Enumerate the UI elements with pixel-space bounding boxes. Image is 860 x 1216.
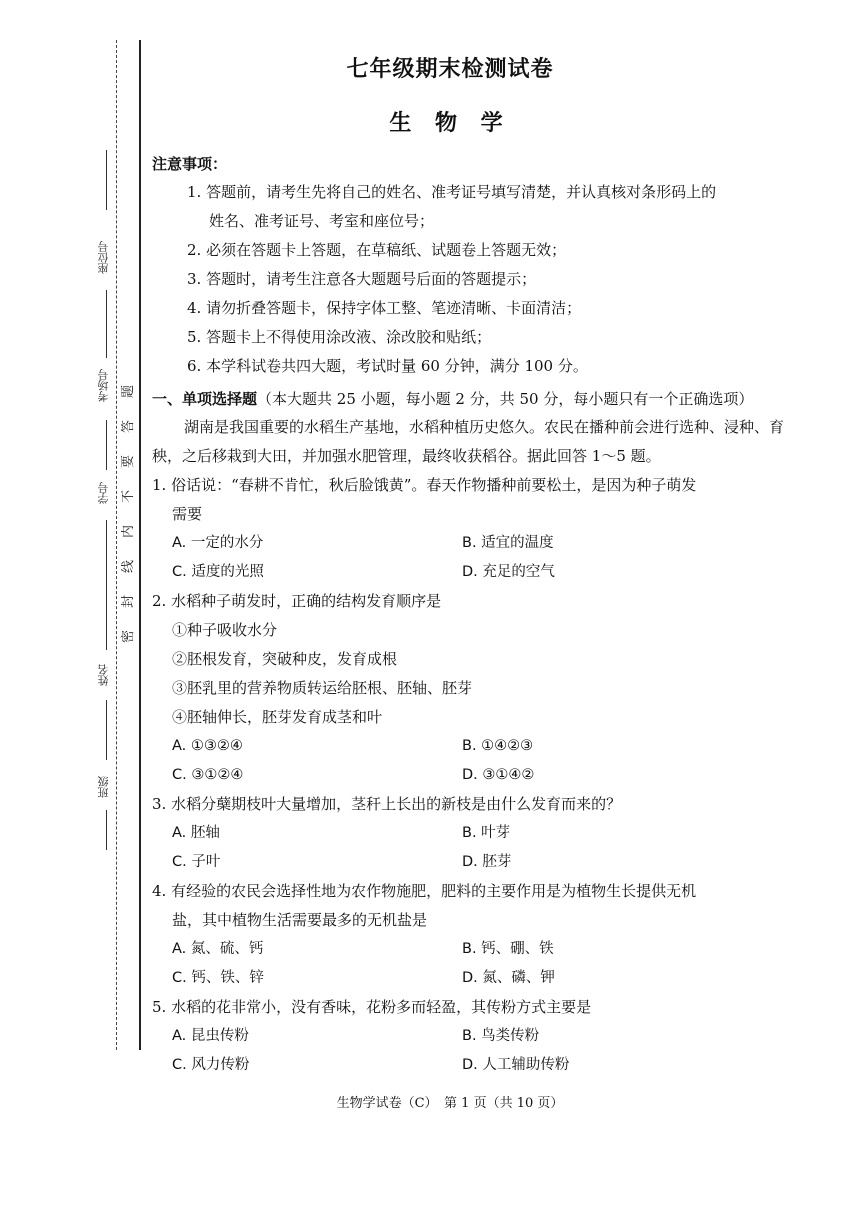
option: A. 昆虫传粉 bbox=[172, 1028, 249, 1044]
subject-title: 生 物 学 bbox=[389, 110, 511, 136]
seal-char: 内 bbox=[121, 524, 137, 539]
options bbox=[152, 1022, 792, 1080]
question bbox=[152, 587, 792, 790]
field-line bbox=[106, 700, 107, 760]
seal-text bbox=[122, 385, 136, 643]
options bbox=[152, 935, 792, 993]
option: A. 一定的水分 bbox=[172, 535, 264, 551]
section-intro: 湖南是我国重要的水稻生产基地，水稻种植历史悠久。农民在播种前会进行选种、浸种、育秧，之后移栽到大田，并加强水肥管理，最终收获稻谷。据此回答 1～5 题。 bbox=[152, 418, 785, 465]
notice-text-cont: 姓名、准考证号、考室和座位号； bbox=[209, 212, 435, 230]
seal-char: 题 bbox=[121, 384, 137, 399]
page-footer: 生物学试卷（C） 第 1 页（共 10 页） bbox=[336, 1096, 564, 1111]
seal-char: 线 bbox=[121, 559, 137, 574]
binding-solid-line bbox=[139, 40, 141, 1050]
option: A. 氮、硫、钙 bbox=[172, 941, 264, 957]
question-stem: 4. 有经验的农民会选择性地为农作物施肥，肥料的主要作用是为植物生长提供无机 bbox=[152, 882, 697, 900]
option: C. ③①②④ bbox=[172, 767, 244, 783]
field-line bbox=[106, 150, 107, 210]
exam-title: 七年级期末检测试卷 bbox=[346, 56, 554, 82]
notice-item: 2. 必须在答题卡上答题，在草稿纸、试题卷上答题无效； bbox=[187, 241, 567, 259]
seal-char: 密 bbox=[121, 629, 137, 644]
field-line bbox=[106, 810, 107, 850]
field-room: 考场号 bbox=[97, 369, 110, 403]
binding-dashed-line bbox=[116, 40, 117, 1050]
option: B. 适宜的温度 bbox=[462, 535, 554, 551]
seal-char: 答 bbox=[121, 419, 137, 434]
question bbox=[152, 471, 792, 587]
question bbox=[152, 877, 792, 993]
notice-text: 1. 答题前，请考生先将自己的姓名、准考证号填写清楚，并认真核对条形码上的 bbox=[187, 183, 717, 201]
question-stem: 5. 水稻的花非常小，没有香味，花粉多而轻盈，其传粉方式主要是 bbox=[152, 998, 592, 1016]
option: D. 氮、磷、钾 bbox=[462, 970, 555, 986]
question-stem-cont: 需要 bbox=[172, 505, 203, 523]
option: A. 胚轴 bbox=[172, 825, 220, 841]
option: D. 人工辅助传粉 bbox=[462, 1057, 570, 1073]
field-name: 姓名 bbox=[97, 664, 110, 686]
option: B. 钙、硼、铁 bbox=[462, 941, 554, 957]
seal-char: 不 bbox=[121, 489, 137, 504]
question-stem: 3. 水稻分蘖期枝叶大量增加，茎秆上长出的新枝是由什么发育而来的？ bbox=[152, 795, 622, 813]
option: B. 鸟类传粉 bbox=[462, 1028, 540, 1044]
options bbox=[152, 732, 792, 790]
question-step: ③胚乳里的营养物质转运给胚根、胚轴、胚芽 bbox=[172, 679, 473, 697]
notice-item: 4. 请勿折叠答题卡，保持字体工整、笔迹清晰、卡面清洁； bbox=[187, 299, 582, 317]
question-stem-cont: 盐，其中植物生活需要最多的无机盐是 bbox=[172, 911, 428, 929]
question bbox=[152, 790, 792, 877]
option: D. 胚芽 bbox=[462, 854, 512, 870]
option: C. 子叶 bbox=[172, 854, 221, 870]
notice-list bbox=[152, 178, 792, 381]
question-stem: 1. 俗话说：“春耕不肯忙，秋后脸饿黄”。春天作物播种前要松土，是因为种子萌发 bbox=[152, 476, 697, 494]
option: B. ①④②③ bbox=[462, 738, 534, 754]
field-line bbox=[106, 520, 107, 650]
notice-heading: 注意事项： bbox=[152, 155, 228, 173]
question-step: ①种子吸收水分 bbox=[172, 621, 278, 639]
section-note: （本大题共 25 小题，每小题 2 分，共 50 分，每小题只有一个正确选项） bbox=[257, 390, 754, 408]
content bbox=[152, 150, 792, 1080]
section-title: 一、单项选择题 bbox=[152, 390, 258, 408]
options bbox=[152, 529, 792, 587]
section-heading bbox=[152, 385, 792, 413]
option: D. 充足的空气 bbox=[462, 564, 555, 580]
notice-item: 6. 本学科试卷共四大题，考试时量 60 分钟，满分 100 分。 bbox=[187, 357, 588, 375]
question-step: ④胚轴伸长，胚芽发育成茎和叶 bbox=[172, 708, 383, 726]
field-line bbox=[106, 290, 107, 358]
question-step: ②胚根发育，突破种皮，发育成根 bbox=[172, 650, 398, 668]
option: B. 叶芽 bbox=[462, 825, 511, 841]
notice-item bbox=[152, 178, 792, 236]
options bbox=[152, 819, 792, 877]
notice-item: 3. 答题时，请考生注意各大题题号后面的答题提示； bbox=[187, 270, 537, 288]
seal-char: 封 bbox=[121, 594, 137, 609]
field-id: 学号 bbox=[97, 482, 110, 504]
notice-item: 5. 答题卡上不得使用涂改液、涂改胶和贴纸； bbox=[187, 328, 492, 346]
option: C. 风力传粉 bbox=[172, 1057, 250, 1073]
question bbox=[152, 993, 792, 1080]
option: A. ①③②④ bbox=[172, 738, 243, 754]
field-line bbox=[106, 420, 107, 470]
option: C. 钙、铁、锌 bbox=[172, 970, 264, 986]
option: D. ③①④② bbox=[462, 767, 535, 783]
question-stem: 2. 水稻种子萌发时，正确的结构发育顺序是 bbox=[152, 592, 442, 610]
seal-char: 要 bbox=[121, 454, 137, 469]
field-class: 班级 bbox=[97, 776, 110, 798]
field-seat: 座位号 bbox=[97, 241, 110, 275]
option: C. 适度的光照 bbox=[172, 564, 264, 580]
